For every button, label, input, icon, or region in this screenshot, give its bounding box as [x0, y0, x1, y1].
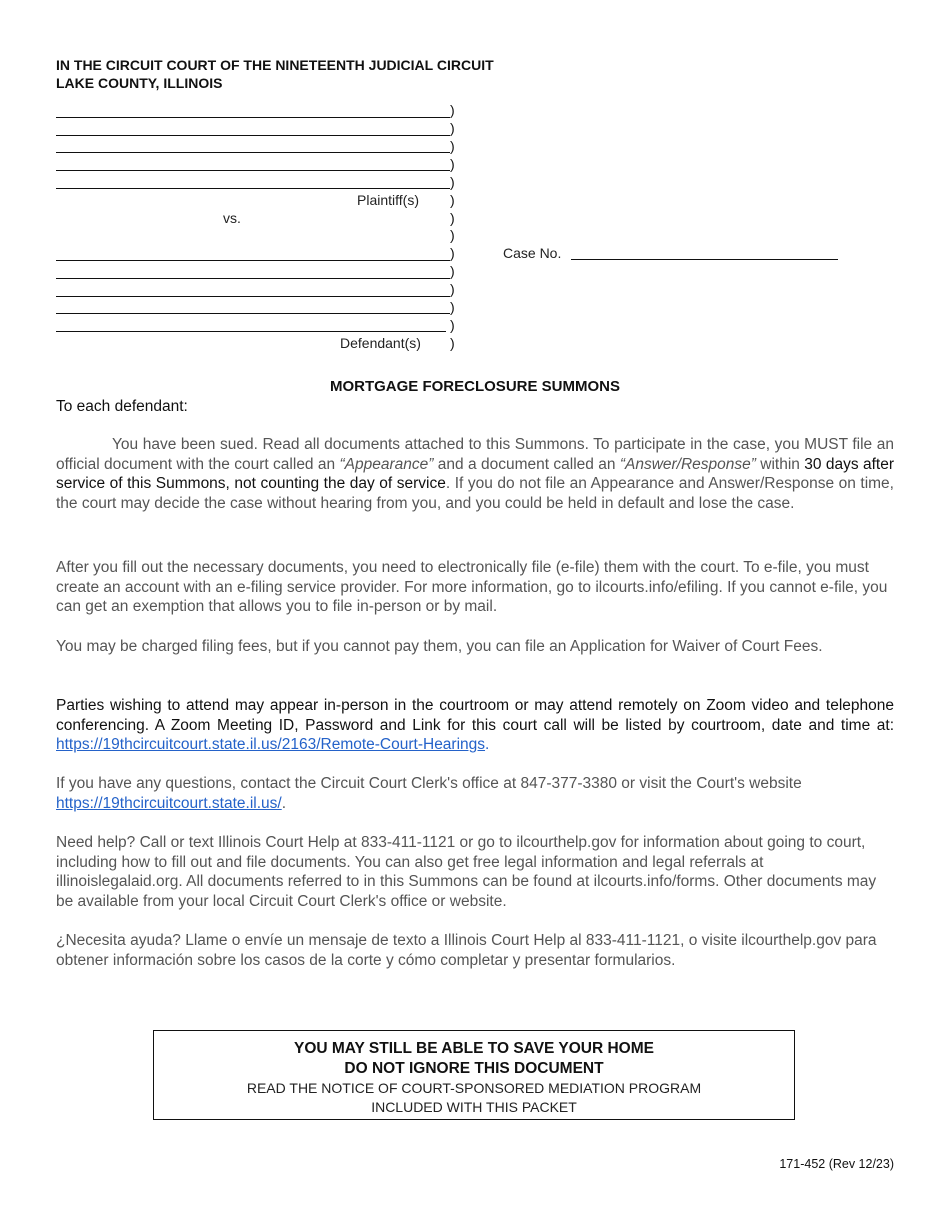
defendant-label: Defendant(s): [340, 335, 421, 351]
summons-paragraph: You have been sued. Read all documents attached to this Summons. To participate in the case, you MUST file an official document with the court called an “Appearance” and a document called an “Answer/Response” within 30 days after service of this Summons, not counting the day of service. If you do not file an Appearance and Answer/Response on time, the court may decide the case without hearing from you, and you could be held in default and lose the case.: [56, 436, 894, 512]
caption-paren: ): [450, 281, 455, 297]
caption-paren: ): [450, 210, 455, 226]
notice-line-save-home: YOU MAY STILL BE ABLE TO SAVE YOUR HOME: [293, 1040, 654, 1057]
notice-line-do-not-ignore: DO NOT IGNORE THIS DOCUMENT: [344, 1060, 604, 1077]
salutation: To each defendant:: [56, 398, 188, 415]
notice-line-packet: INCLUDED WITH THIS PACKET: [371, 1099, 577, 1115]
defendant-name-line-1[interactable]: [56, 260, 450, 261]
defendant-name-line-3[interactable]: [56, 296, 450, 297]
vs-label: vs.: [223, 210, 241, 226]
fees-paragraph: You may be charged filing fees, but if you cannot pay them, you can file an Application for Waiver of Court Fees.: [56, 638, 823, 655]
plaintiff-name-line-1[interactable]: [56, 117, 450, 118]
caption-paren: ): [450, 245, 455, 261]
caption-paren: ): [450, 120, 455, 136]
defendant-name-line-2[interactable]: [56, 278, 450, 279]
contact-paragraph: If you have any questions, contact the Circuit Court Clerk's office at 847-377-3380 or visit the Court's website https://19thcircuitcourt.state.il.us/.: [56, 775, 802, 812]
caption-paren: ): [450, 227, 455, 243]
plaintiff-label: Plaintiff(s): [357, 192, 419, 208]
case-number-field[interactable]: [571, 259, 838, 260]
case-no-label: Case No.: [503, 245, 562, 261]
remote-hearings-link[interactable]: https://19thcircuitcourt.state.il.us/2163/Remote-Court-Hearings: [56, 736, 486, 754]
plaintiff-name-line-2[interactable]: [56, 135, 450, 136]
form-number: 171-452 (Rev 12/23): [779, 1157, 894, 1171]
defendant-name-line-4[interactable]: [56, 313, 450, 314]
caption-paren: ): [450, 174, 455, 190]
caption-paren: ): [450, 263, 455, 279]
court-county: LAKE COUNTY, ILLINOIS: [56, 75, 223, 91]
spanish-help-paragraph: ¿Necesita ayuda? Llame o envíe un mensaje de texto a Illinois Court Help al 833-411-1121, o visite ilcourthelp.gov para obtener información sobre los casos de la corte y cómo completar y presentar formularios.: [56, 932, 877, 969]
remote-hearing-paragraph: Parties wishing to attend may appear in-person in the courtroom or may attend remotely on Zoom video and telephone conferencing. A Zoom Meeting ID, Password and Link for this court call will be listed by courtroom, date and time at: https://19thcircuitcourt.state.il.us/2163/Remote-Court-Hearings.: [56, 697, 894, 754]
form-title: MORTGAGE FORECLOSURE SUMMONS: [329, 378, 620, 395]
caption-paren: ): [450, 102, 455, 118]
notice-line-mediation: READ THE NOTICE OF COURT-SPONSORED MEDIATION PROGRAM: [246, 1080, 702, 1096]
defendant-name-line-5[interactable]: [56, 331, 446, 332]
plaintiff-name-line-3[interactable]: [56, 152, 450, 153]
plaintiff-name-line-5[interactable]: [56, 188, 450, 189]
mediation-notice-box: [153, 1030, 795, 1120]
caption-paren: ): [450, 299, 455, 315]
court-name: IN THE CIRCUIT COURT OF THE NINETEENTH JUDICIAL CIRCUIT: [56, 57, 494, 73]
caption-paren: ): [450, 138, 455, 154]
court-website-link[interactable]: https://19thcircuitcourt.state.il.us/: [56, 794, 282, 812]
efiling-paragraph: After you fill out the necessary documents, you need to electronically file (e-file) them with the court. To e-file, you must create an account with an e-filing service provider. For more information, go to ilcourts.info/efiling. If you cannot e-file, you can get an exemption that allows you to file in-person or by mail.: [56, 559, 888, 616]
caption-paren: ): [450, 156, 455, 172]
plaintiff-name-line-4[interactable]: [56, 170, 450, 171]
help-paragraph: Need help? Call or text Illinois Court Help at 833-411-1121 or go to ilcourthelp.gov for information about going to court, including how to fill out and file documents. You can also get free legal information and legal referrals at illinoislegalaid.org. All documents referred to in this Summons can be found at ilcourts.info/forms. Other documents may be available from your local Circuit Court Clerk's office or website.: [56, 834, 877, 910]
caption-paren: ): [450, 317, 455, 333]
caption-paren: ): [450, 335, 455, 351]
caption-paren: ): [450, 192, 455, 208]
